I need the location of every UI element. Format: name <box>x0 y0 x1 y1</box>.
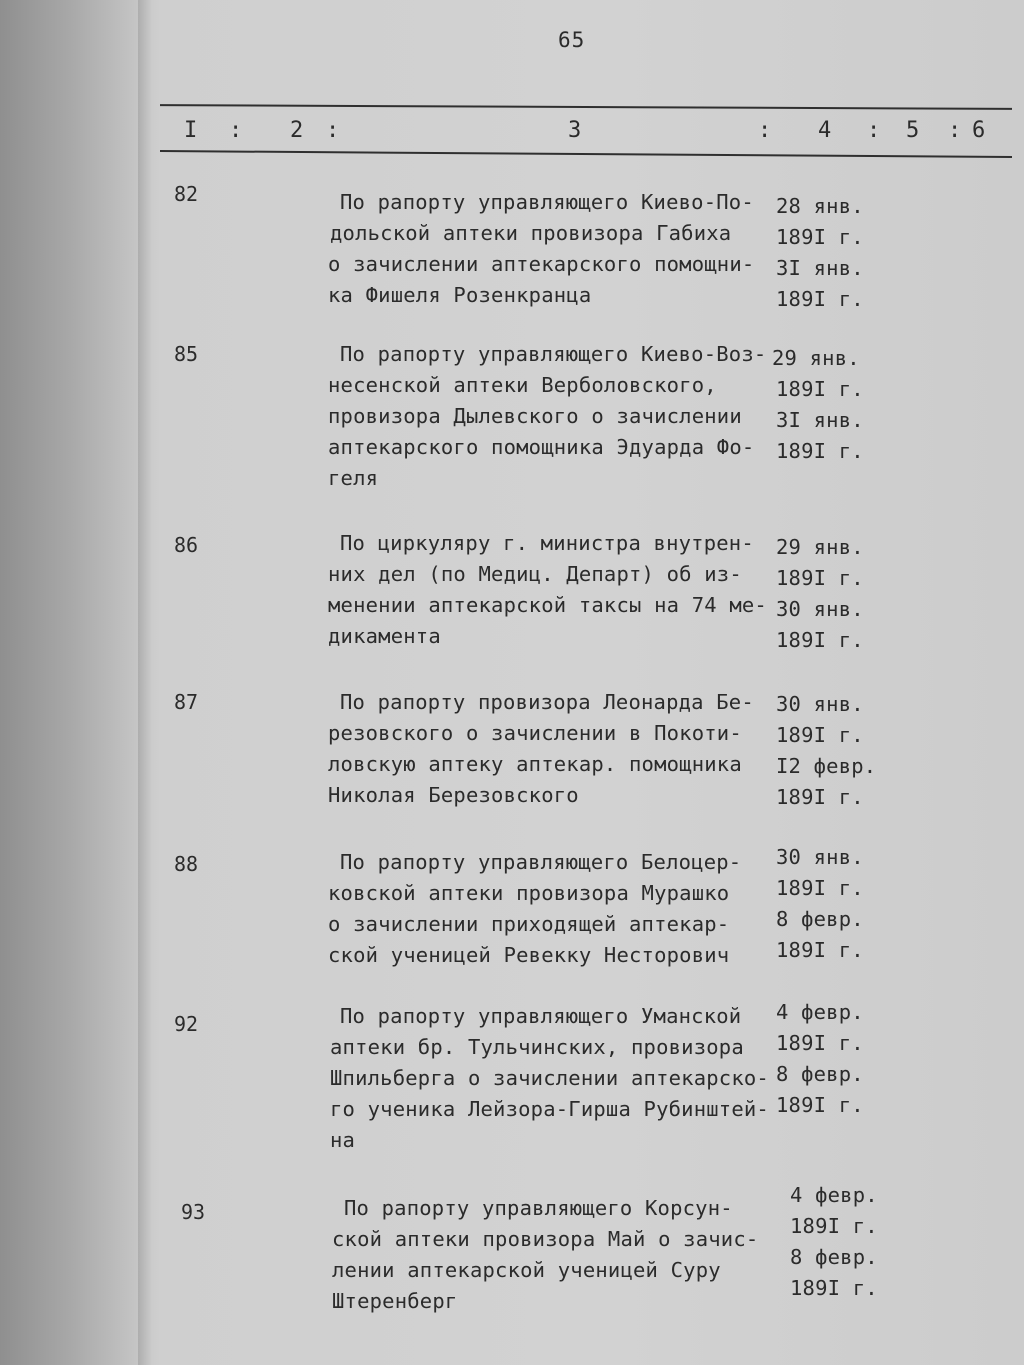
header-rule-top <box>160 104 1012 110</box>
entry-text-line: По циркуляру г. министра внутрен- <box>340 531 754 555</box>
column-header-5: 5 <box>906 118 920 143</box>
entry-text-line: го ученика Лейзора-Гирша Рубинштей- <box>330 1097 769 1121</box>
entry-text-line: геля <box>328 466 379 490</box>
entry-text-line: Шпильберга о зачислении аптекарско- <box>330 1066 769 1090</box>
entry-text-line: резовского о зачислении в Покоти- <box>328 721 742 745</box>
entry-number: 85 <box>174 342 199 366</box>
entry-text-line: Штеренберг <box>332 1289 458 1313</box>
entry-text-line: ловскую аптеку аптекар. помощника <box>328 752 742 776</box>
entry-text-line: аптеки бр. Тульчинских, провизора <box>330 1035 744 1059</box>
entry-text-line: По рапорту провизора Леонарда Бе- <box>340 690 754 714</box>
entry-date: 189I г. <box>776 723 864 747</box>
entry-text-line: менении аптекарской таксы на 74 ме- <box>328 593 767 617</box>
column-header-6: 6 <box>972 118 986 143</box>
entry-text-line: лении аптекарской ученицей Суру <box>332 1258 721 1282</box>
entry-date: 189I г. <box>790 1276 878 1300</box>
entry-text-line: о зачислении приходящей аптекар- <box>328 912 730 936</box>
entry-text-line: По рапорту управляющего Корсун- <box>344 1196 733 1220</box>
column-header-2: 2 <box>290 118 304 143</box>
entry-text-line: Николая Березовского <box>328 783 579 807</box>
entry-date: 189I г. <box>776 1031 864 1055</box>
entry-number: 82 <box>174 182 199 206</box>
entry-text-line: на <box>330 1128 356 1152</box>
entry-date: 28 янв. <box>776 194 864 218</box>
entry-date: 29 янв. <box>772 346 860 370</box>
entry-text-line: ской аптеки провизора Май о зачис- <box>332 1227 759 1251</box>
entry-text-line: несенской аптеки Верболовского, <box>328 373 717 397</box>
entry-text-line: аптекарского помощника Эдуарда Фо- <box>328 435 755 459</box>
entry-date: I2 февр. <box>776 754 877 778</box>
entry-text-line: дикамента <box>328 624 441 648</box>
header-rule-bottom <box>160 150 1012 158</box>
entry-date: 3I янв. <box>776 408 864 432</box>
entry-number: 93 <box>181 1200 206 1224</box>
column-header-3: 3 <box>568 118 582 143</box>
entry-date: 189I г. <box>776 225 864 249</box>
entry-date: 189I г. <box>776 938 864 962</box>
entry-number: 88 <box>174 852 199 876</box>
entry-date: 30 янв. <box>776 845 864 869</box>
entry-date: 4 февр. <box>776 1000 864 1024</box>
entry-text-line: По рапорту управляющего Уманской <box>340 1004 742 1028</box>
entry-text-line: дольской аптеки провизора Габиха <box>330 221 732 245</box>
entry-text-line: ка Фишеля Розенкранца <box>328 283 592 307</box>
entry-text-line: о зачислении аптекарского помощни- <box>328 252 755 276</box>
entry-text-line: них дел (по Медиц. Департ) об из- <box>328 562 742 586</box>
entry-date: 189I г. <box>776 377 864 401</box>
entry-date: 189I г. <box>776 628 864 652</box>
entry-date: 30 янв. <box>776 597 864 621</box>
entry-date: 4 февр. <box>790 1183 878 1207</box>
entry-text-line: По рапорту управляющего Киево-По- <box>340 190 754 214</box>
entry-number: 87 <box>174 690 199 714</box>
column-header-1: I <box>184 118 198 143</box>
column-separator: : <box>758 118 772 143</box>
entry-date: 189I г. <box>776 785 864 809</box>
column-separator: : <box>948 118 962 143</box>
page-number: 65 <box>558 28 586 52</box>
entry-date: 3I янв. <box>776 256 864 280</box>
entry-date: 8 февр. <box>776 907 864 931</box>
entry-date: 189I г. <box>776 439 864 463</box>
entry-date: 29 янв. <box>776 535 864 559</box>
entry-date: 189I г. <box>776 1093 864 1117</box>
entry-date: 8 февр. <box>776 1062 864 1086</box>
entry-date: 189I г. <box>790 1214 878 1238</box>
entry-number: 92 <box>174 1012 199 1036</box>
entry-text-line: По рапорту управляющего Белоцер- <box>340 850 742 874</box>
entry-number: 86 <box>174 533 199 557</box>
entry-text-line: ской ученицей Ревекку Несторович <box>328 943 730 967</box>
entry-text-line: ковской аптеки провизора Мурашко <box>328 881 730 905</box>
book-gutter <box>138 0 152 1365</box>
entry-text-line: провизора Дылевского о зачислении <box>328 404 742 428</box>
entry-date: 189I г. <box>776 566 864 590</box>
column-separator: : <box>326 118 340 143</box>
column-separator: : <box>229 118 243 143</box>
entry-date: 30 янв. <box>776 692 864 716</box>
entry-date: 189I г. <box>776 876 864 900</box>
entry-date: 8 февр. <box>790 1245 878 1269</box>
column-separator: : <box>867 118 881 143</box>
column-header-4: 4 <box>818 118 832 143</box>
entry-date: 189I г. <box>776 287 864 311</box>
entry-text-line: По рапорту управляющего Киево-Воз- <box>340 342 767 366</box>
